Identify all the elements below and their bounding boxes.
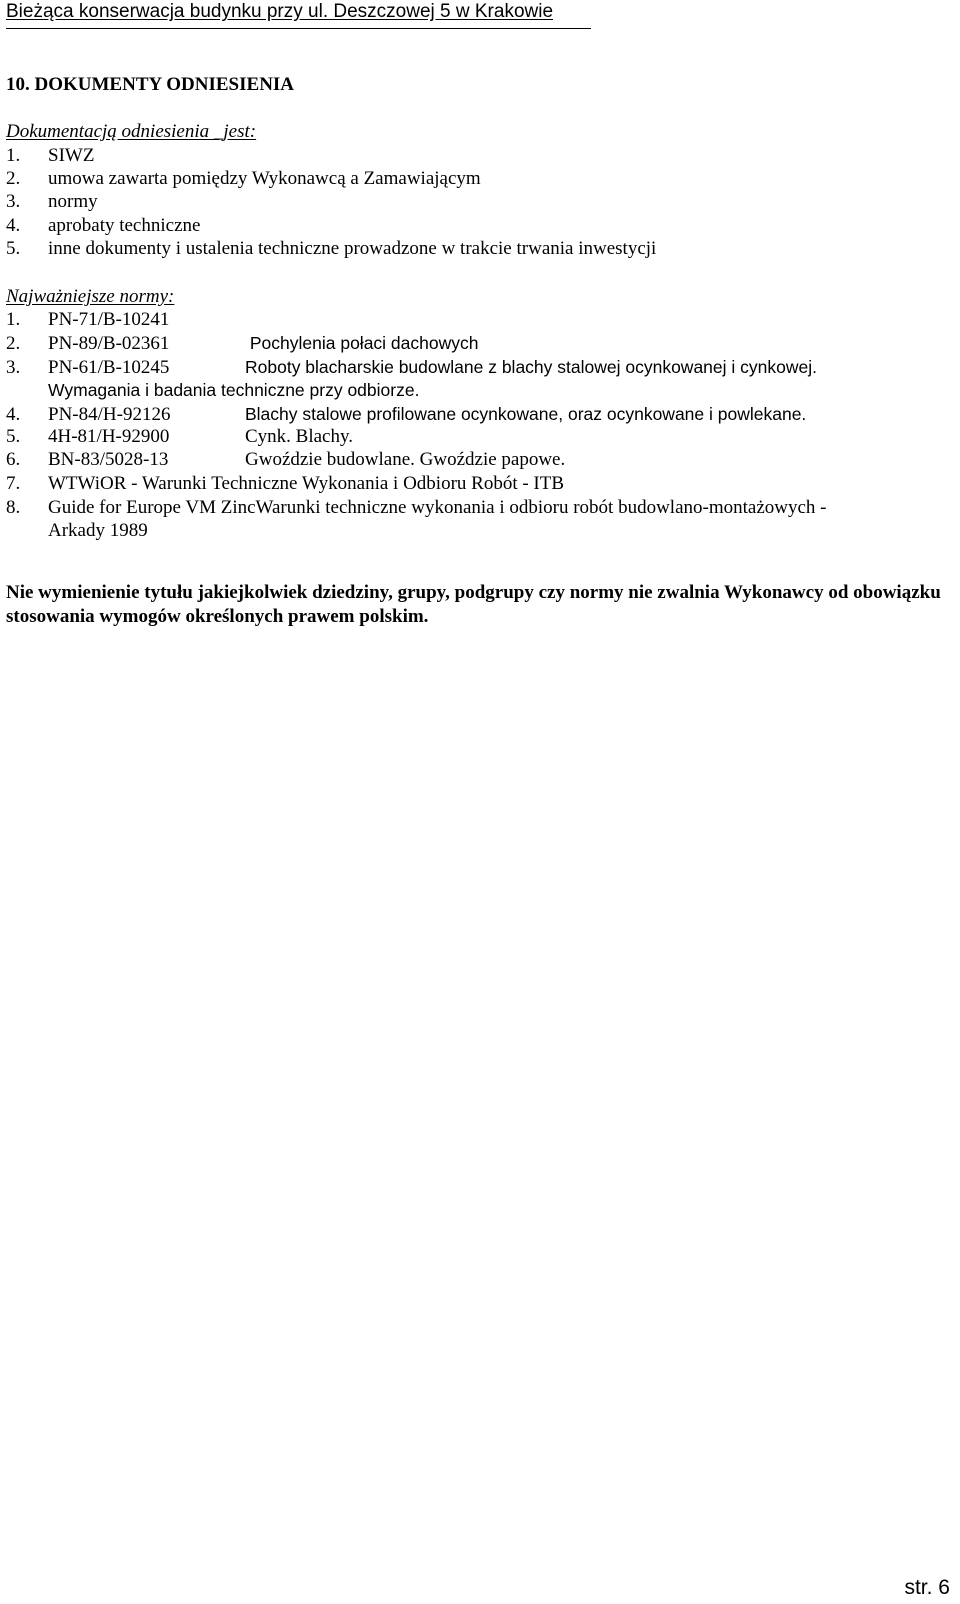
- norm-description: Pochylenia połaci dachowych: [245, 333, 479, 353]
- list-item: [6, 214, 200, 238]
- list-item: [6, 144, 94, 168]
- norm-code: PN-61/B-10245: [48, 357, 170, 378]
- norm-item: [6, 308, 245, 332]
- norm-description-continued: Wymagania i badania techniczne przy odbiorze.: [48, 380, 420, 400]
- item-number: 1.: [6, 145, 21, 166]
- norm-item: [6, 402, 806, 427]
- item-number: 5.: [6, 238, 21, 259]
- norm-item: [6, 472, 564, 496]
- norm-text: Guide for Europe VM ZincWarunki techniczne wykonania i odbioru robót budowlano-montażowych -: [48, 497, 827, 518]
- norm-item: [6, 496, 827, 520]
- list-item: [6, 190, 98, 214]
- norm-description: Cynk. Blachy.: [245, 426, 354, 447]
- page-number: str. 6: [904, 1576, 950, 1599]
- norm-code: PN-89/B-02361: [48, 333, 170, 354]
- item-number: 2.: [6, 168, 21, 189]
- item-number: 5.: [6, 426, 21, 447]
- norm-description: Gwoździe budowlane. Gwoździe papowe.: [245, 449, 566, 470]
- item-text: aprobaty techniczne: [48, 215, 201, 236]
- norm-item: [6, 425, 353, 449]
- item-text: normy: [48, 191, 98, 212]
- item-text: inne dokumenty i ustalenia techniczne prowadzone w trakcie trwania inwestycji: [48, 238, 657, 259]
- list-item: [6, 167, 481, 191]
- legal-note: Nie wymienienie tytułu jakiejkolwiek dziedziny, grupy, podgrupy czy normy nie zwalnia Wykonawcy od obowiązku stosowania wymogów określonych prawem polskim.: [6, 582, 941, 627]
- item-number: 6.: [6, 449, 21, 470]
- norm-code: 4H-81/H-92900: [48, 426, 170, 447]
- list-item: [6, 237, 656, 261]
- norm-description: Roboty blacharskie budowlane z blachy stalowej ocynkowanej i cynkowej.: [245, 357, 817, 377]
- norm-code: BN-83/5028-13: [48, 449, 169, 470]
- norm-item: [6, 448, 565, 472]
- reference-docs-heading: Dokumentacją odniesienia _jest:: [6, 121, 257, 142]
- norm-code: PN-84/H-92126: [48, 404, 171, 425]
- norm-item: [6, 355, 817, 380]
- item-number: 3.: [6, 191, 21, 212]
- item-number: 3.: [6, 357, 21, 378]
- item-number: 8.: [6, 497, 21, 518]
- item-text: SIWZ: [48, 145, 95, 166]
- section-title: 10. DOKUMENTY ODNIESIENIA: [6, 74, 295, 95]
- item-number: 1.: [6, 309, 21, 330]
- norm-code: PN-71/B-10241: [48, 309, 170, 330]
- item-number: 2.: [6, 333, 21, 354]
- header-rule: [6, 28, 591, 29]
- item-text: umowa zawarta pomiędzy Wykonawcą a Zamawiającym: [48, 168, 481, 189]
- norm-description: Blachy stalowe profilowane ocynkowane, oraz ocynkowane i powlekane.: [245, 404, 807, 424]
- norms-heading: Najważniejsze normy:: [6, 286, 175, 307]
- document-header: Bieżąca konserwacja budynku przy ul. Deszczowej 5 w Krakowie: [6, 1, 554, 22]
- norm-item: [6, 331, 478, 356]
- item-number: 4.: [6, 215, 21, 236]
- norm-text: WTWiOR - Warunki Techniczne Wykonania i Odbioru Robót - ITB: [48, 473, 565, 494]
- item-number: 7.: [6, 473, 21, 494]
- norm-text-continued: Arkady 1989: [48, 520, 148, 541]
- item-number: 4.: [6, 404, 21, 425]
